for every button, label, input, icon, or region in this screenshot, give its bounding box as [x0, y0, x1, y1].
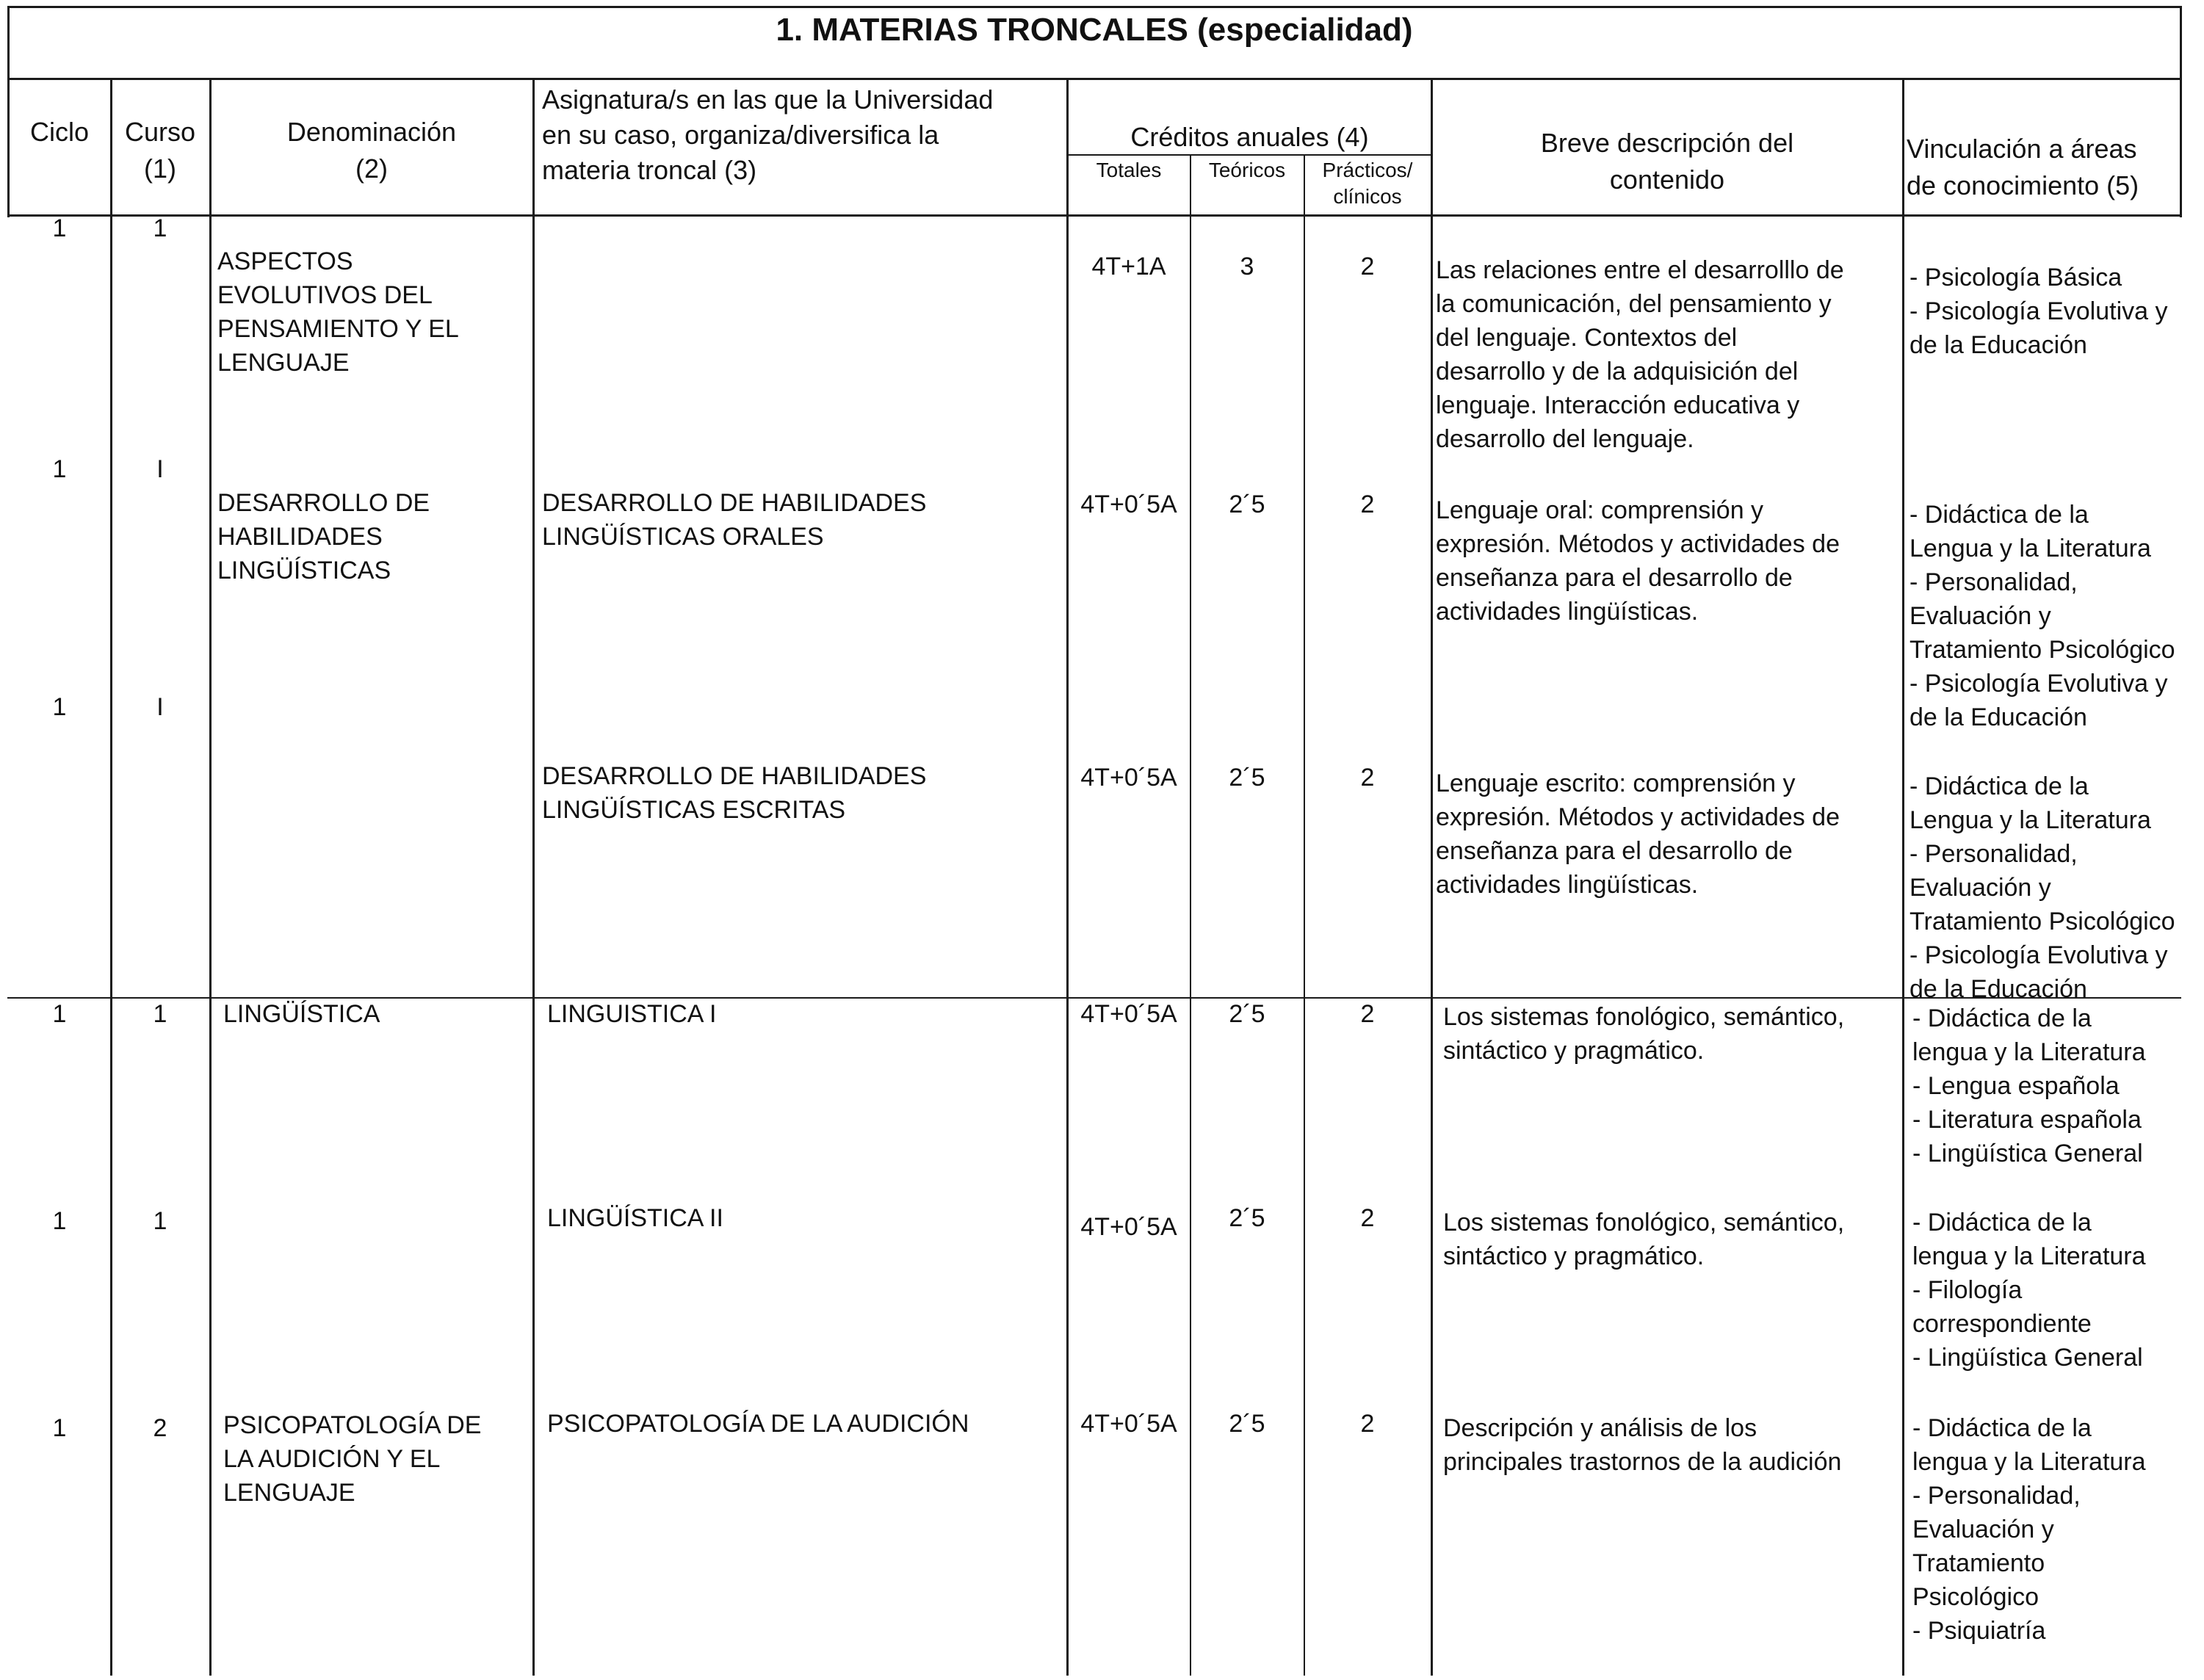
cell-practicos: 2 — [1360, 253, 1375, 280]
header-vinculacion: Vinculación a áreas de conocimiento (5) — [1907, 134, 2139, 200]
cell-ciclo: 1 — [52, 214, 67, 242]
cell-totales: 4T+0´5A — [1080, 1213, 1177, 1241]
cell-ciclo: 1 — [52, 1207, 67, 1235]
title-box-bottom-rule — [7, 78, 2181, 80]
cell-descripcion: Los sistemas fonológico, semántico, sintáctico y pragmático. — [1443, 1003, 1845, 1065]
cell-curso: I — [156, 455, 164, 483]
cell-teoricos: 2´5 — [1229, 764, 1265, 792]
cell-asignatura: LINGUISTICA I — [547, 1000, 717, 1028]
col-rule-practicos — [1304, 156, 1305, 1676]
cell-curso: 1 — [153, 1000, 167, 1028]
cell-asignatura: PSICOPATOLOGÍA DE LA AUDICIÓN — [547, 1410, 969, 1438]
cell-teoricos: 2´5 — [1229, 490, 1265, 518]
cell-teoricos: 2´5 — [1229, 1204, 1265, 1232]
cell-teoricos: 2´5 — [1229, 1000, 1265, 1028]
cell-teoricos: 3 — [1240, 253, 1254, 280]
page-title: 1. MATERIAS TRONCALES (especialidad) — [776, 12, 1413, 48]
cell-curso: 2 — [153, 1414, 167, 1442]
cell-totales: 4T+0´5A — [1080, 1000, 1177, 1028]
header-box-right-rule — [2180, 78, 2182, 217]
cell-vinculacion: - Didáctica de la Lengua y la Literatura - Personalidad, Evaluación y Tratamiento Psicológico - Psicología Evolutiva y de la Educación — [1909, 501, 2175, 731]
header-asignatura: Asignatura/s en las que la Universidad en su caso, organiza/diversifica la materia troncal (3) — [542, 84, 994, 185]
cell-vinculacion: - Psicología Básica - Psicología Evolutiva y de la Educación — [1909, 264, 2168, 359]
header-practicos: Prácticos/ clínicos — [1322, 159, 1413, 208]
cell-descripcion: Lenguaje escrito: comprensión y expresión. Métodos y actividades de enseñanza para el desarrollo de actividades lingüísticas. — [1436, 770, 1840, 899]
cell-practicos: 2 — [1360, 490, 1375, 518]
cell-totales: 4T+0´5A — [1080, 490, 1177, 518]
col-rule-descripcion — [1431, 78, 1433, 1676]
col-rule-denominacion — [209, 78, 212, 1676]
header-box-left-rule — [7, 78, 10, 217]
header-descripcion: Breve descripción del contenido — [1540, 128, 1794, 195]
header-curso: Curso (1) — [124, 117, 196, 184]
cell-descripcion: Descripción y análisis de los principales trastornos de la audición — [1443, 1414, 1842, 1476]
cell-denominacion: DESARROLLO DE HABILIDADES LINGÜÍSTICAS — [217, 489, 430, 584]
cell-curso: 1 — [153, 1207, 167, 1235]
cell-denominacion: PSICOPATOLOGÍA DE LA AUDICIÓN Y EL LENGUAJE — [223, 1411, 482, 1507]
cell-curso: 1 — [153, 214, 167, 242]
cell-practicos: 2 — [1360, 1204, 1375, 1232]
header-denominacion: Denominación (2) — [286, 117, 457, 184]
cell-teoricos: 2´5 — [1229, 1410, 1265, 1438]
header-ciclo: Ciclo — [29, 117, 89, 147]
cell-descripcion: Las relaciones entre el desarrolllo de la comunicación, del pensamiento y del lenguaje. Contextos del desarrollo y de la adquisición del lenguaje. Interacción educativa y desarrollo del lenguaje. — [1436, 256, 1844, 453]
cell-vinculacion: - Didáctica de la lengua y la Literatura - Filología correspondiente - Lingüística General — [1912, 1209, 2146, 1372]
cell-descripcion: Lenguaje oral: comprensión y expresión. Métodos y actividades de enseñanza para el desarrollo de actividades lingüísticas. — [1436, 496, 1840, 626]
cell-practicos: 2 — [1360, 764, 1375, 792]
col-rule-vinculacion — [1902, 78, 1904, 1676]
cell-ciclo: 1 — [52, 693, 67, 721]
header-box-bottom-rule — [7, 214, 2181, 217]
cell-vinculacion: - Didáctica de la lengua y la Literatura - Lengua española - Literatura española - Lingüística General — [1912, 1004, 2146, 1167]
cell-denominacion: ASPECTOS EVOLUTIVOS DEL PENSAMIENTO Y EL LENGUAJE — [217, 247, 459, 377]
header-totales: Totales — [1096, 159, 1162, 181]
cell-asignatura: DESARROLLO DE HABILIDADES LINGÜÍSTICAS ORALES — [542, 489, 927, 551]
cell-ciclo: 1 — [52, 1414, 67, 1442]
col-rule-teoricos — [1190, 156, 1191, 1676]
header-creditos: Créditos anuales (4) — [1130, 122, 1369, 152]
cell-vinculacion: - Didáctica de la lengua y la Literatura - Personalidad, Evaluación y Tratamiento Psicológico - Psiquiatría — [1912, 1414, 2146, 1645]
cell-practicos: 2 — [1360, 1410, 1375, 1438]
col-rule-asignatura — [532, 78, 535, 1676]
cell-vinculacion: - Didáctica de la Lengua y la Literatura - Personalidad, Evaluación y Tratamiento Psicológico - Psicología Evolutiva y de la Educación — [1909, 772, 2175, 1003]
cell-ciclo: 1 — [52, 455, 67, 483]
header-teoricos: Teóricos — [1208, 159, 1286, 181]
cell-asignatura: LINGÜÍSTICA II — [547, 1204, 723, 1232]
cell-practicos: 2 — [1360, 1000, 1375, 1028]
cell-descripcion: Los sistemas fonológico, semántico, sintáctico y pragmático. — [1443, 1209, 1845, 1270]
cell-asignatura: DESARROLLO DE HABILIDADES LINGÜÍSTICAS ESCRITAS — [542, 762, 927, 824]
cell-totales: 4T+1A — [1091, 253, 1166, 280]
cell-ciclo: 1 — [52, 1000, 67, 1028]
cell-denominacion: LINGÜÍSTICA — [223, 1000, 380, 1028]
cell-totales: 4T+0´5A — [1080, 1410, 1177, 1438]
cell-curso: I — [156, 693, 164, 721]
cell-totales: 4T+0´5A — [1080, 764, 1177, 792]
